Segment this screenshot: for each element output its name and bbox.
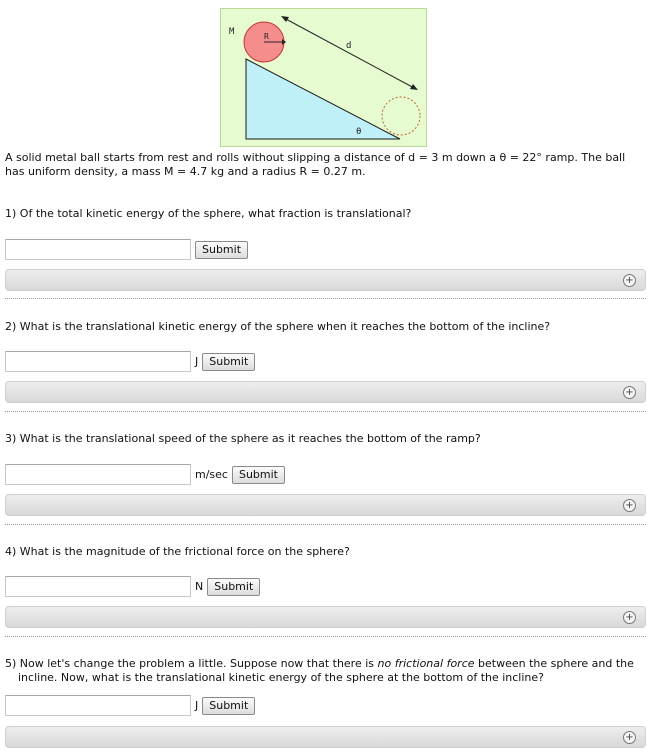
- question-2-text: 2) What is the translational kinetic energy of the sphere when it reaches the bottom of the incline?: [5, 320, 551, 333]
- question-1-text: 1) Of the total kinetic energy of the sphere, what fraction is translational?: [5, 207, 412, 220]
- question-4-submit-button[interactable]: Submit: [207, 578, 260, 596]
- question-2-answer-row: [5, 351, 255, 372]
- question-5-unit: J: [195, 698, 199, 712]
- question-2-answer-input[interactable]: [5, 351, 191, 372]
- question-5-emphasis: no frictional force: [377, 657, 475, 670]
- distance-label: d: [346, 41, 352, 51]
- mass-label: M: [229, 27, 235, 37]
- question-2-unit: J: [195, 354, 199, 368]
- question-5-answer-row: [5, 695, 255, 716]
- question-4-hint-bar[interactable]: [5, 606, 646, 628]
- question-2-hint-bar[interactable]: [5, 381, 646, 403]
- problem-statement: A solid metal ball starts from rest and rolls without slipping a distance of d = 3 m down a θ = 22° ramp. The ball has uniform density, a mass M = 4.7 kg and a radius R = 0.27 m.: [5, 151, 626, 178]
- question-5-text-part2: between the sphere and the: [474, 657, 634, 670]
- question-5-submit-button[interactable]: Submit: [202, 697, 255, 715]
- question-5-text-line2: incline. Now, what is the translational kinetic energy of the sphere at the bottom of the incline?: [18, 671, 545, 684]
- question-divider: [5, 524, 646, 525]
- expand-plus-icon[interactable]: +: [623, 499, 636, 512]
- question-3-text: 3) What is the translational speed of the sphere as it reaches the bottom of the ramp?: [5, 432, 481, 445]
- question-5-text-part1: 5) Now let's change the problem a little. Suppose now that there is: [5, 657, 378, 670]
- question-3-answer-input[interactable]: [5, 464, 191, 485]
- angle-label: θ: [356, 127, 362, 137]
- question-4-text: 4) What is the magnitude of the frictional force on the sphere?: [5, 545, 350, 558]
- question-divider: [5, 636, 646, 637]
- expand-plus-icon[interactable]: +: [623, 274, 636, 287]
- expand-plus-icon[interactable]: +: [623, 731, 636, 744]
- question-5-answer-input[interactable]: [5, 695, 191, 716]
- question-1-answer-input[interactable]: [5, 239, 191, 260]
- question-3-hint-bar[interactable]: [5, 494, 646, 516]
- question-1-submit-button[interactable]: Submit: [195, 241, 248, 259]
- question-3-submit-button[interactable]: Submit: [232, 466, 285, 484]
- question-4-answer-input[interactable]: [5, 576, 191, 597]
- question-3-unit: m/sec: [195, 467, 228, 481]
- question-5-hint-bar[interactable]: [5, 726, 646, 748]
- question-4-unit: N: [195, 579, 204, 593]
- expand-plus-icon[interactable]: +: [623, 386, 636, 399]
- question-3-answer-row: [5, 464, 285, 485]
- question-divider: [5, 411, 646, 412]
- question-1-hint-bar[interactable]: [5, 269, 646, 291]
- question-divider: [5, 298, 646, 299]
- question-5-text: [5, 657, 645, 685]
- radius-label: R: [264, 32, 269, 41]
- question-1-answer-row: [5, 239, 248, 260]
- ramp-diagram-svg: [220, 8, 427, 147]
- question-4-answer-row: [5, 576, 260, 597]
- expand-plus-icon[interactable]: +: [623, 611, 636, 624]
- question-2-submit-button[interactable]: Submit: [202, 353, 255, 371]
- ramp-diagram: [220, 8, 427, 147]
